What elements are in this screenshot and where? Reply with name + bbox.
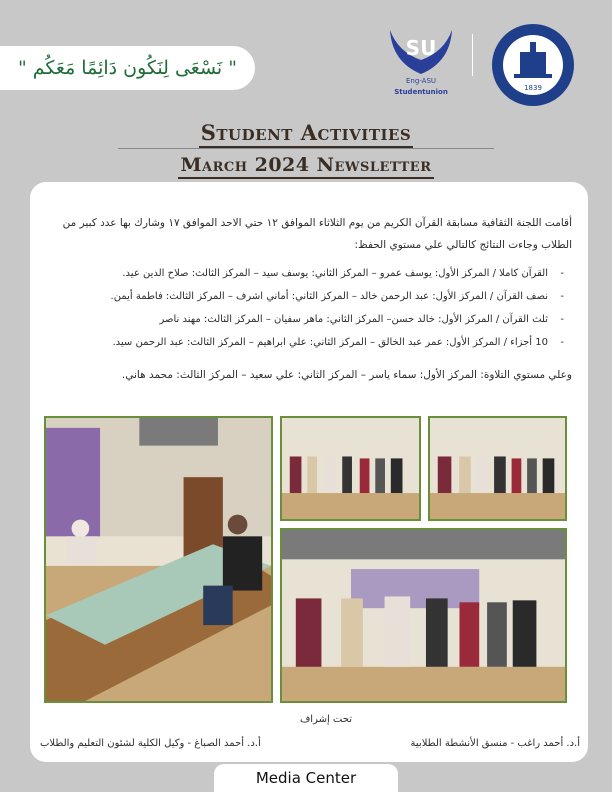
logo-divider	[472, 34, 473, 76]
photo-group-2	[428, 416, 567, 521]
article-body	[48, 212, 572, 386]
supervisors-row	[40, 738, 580, 749]
seal-year: 1839	[524, 84, 542, 92]
supervision-title: تحت إشراف	[299, 714, 352, 725]
faculty-seal-logo	[490, 22, 576, 108]
result-item: - ثلث القرآن / المركز الأول: خالد حسن– المركز الثاني: ماهر سفيان – المركز الثالث: مهند ناصر	[48, 308, 564, 331]
results-list	[48, 262, 572, 354]
page-title	[0, 120, 612, 145]
title-divider	[118, 148, 494, 149]
student-union-logo	[382, 22, 460, 100]
photo-group-large	[280, 528, 567, 703]
footer-media-center	[214, 764, 398, 792]
supervisor-2: أ.د. أحمد الصباغ - وكيل الكلية لشئون التعليم والطلاب	[40, 738, 261, 749]
slogan-text: " نَسْعَى لِنَكُون دَائِمًا مَعَكُم "	[18, 57, 237, 79]
su-logo-caption: Studentunion	[394, 88, 448, 96]
recitation-results: وعلي مستوي التلاوة: المركز الأول: سماء ياسر – المركز الثاني: علي سعيد – المركز الثالث: محمد هاني.	[121, 369, 572, 381]
result-item: - نصف القرآن / المركز الأول: عبد الرحمن خالد – المركز الثاني: أماني اشرف – المركز الثالث: فاطمة أيمن.	[48, 285, 564, 308]
svg-text:SU: SU	[405, 36, 437, 60]
result-item: - القرآن كاملا / المركز الأول: يوسف عمرو – المركز الثاني: يوسف سيد – المركز الثالث: صلاح الدين عيد.	[48, 262, 564, 285]
page-title-text: Student Activities	[199, 120, 414, 148]
page-subtitle-text: March 2024 Newsletter	[178, 154, 433, 179]
article-intro: أقامت اللجنة الثقافية مسابقة القرآن الكريم من يوم الثلاثاء الموافق ١٢ حتي الاحد الموافق ١٧ وشارك بها عدد كبير من الطلاب وجاءت النتائج كالتالي علي مستوي الحفظ:	[62, 217, 572, 251]
supervisor-1: أ.د. أحمد راغب - منسق الأنشطة الطلابية	[410, 738, 580, 749]
photo-group-1	[280, 416, 421, 521]
footer-label: Media Center	[255, 769, 357, 787]
photo-judging-session	[44, 416, 273, 703]
page-subtitle	[0, 154, 612, 176]
su-logo-sub: Eng-ASU	[405, 77, 437, 85]
slogan-banner	[0, 46, 255, 90]
result-item: - 10 أجزاء / المركز الأول: عمر عبد الخالق – المركز الثاني: علي ابراهيم – المركز الثالث: عبد الرحمن سيد.	[48, 331, 564, 354]
